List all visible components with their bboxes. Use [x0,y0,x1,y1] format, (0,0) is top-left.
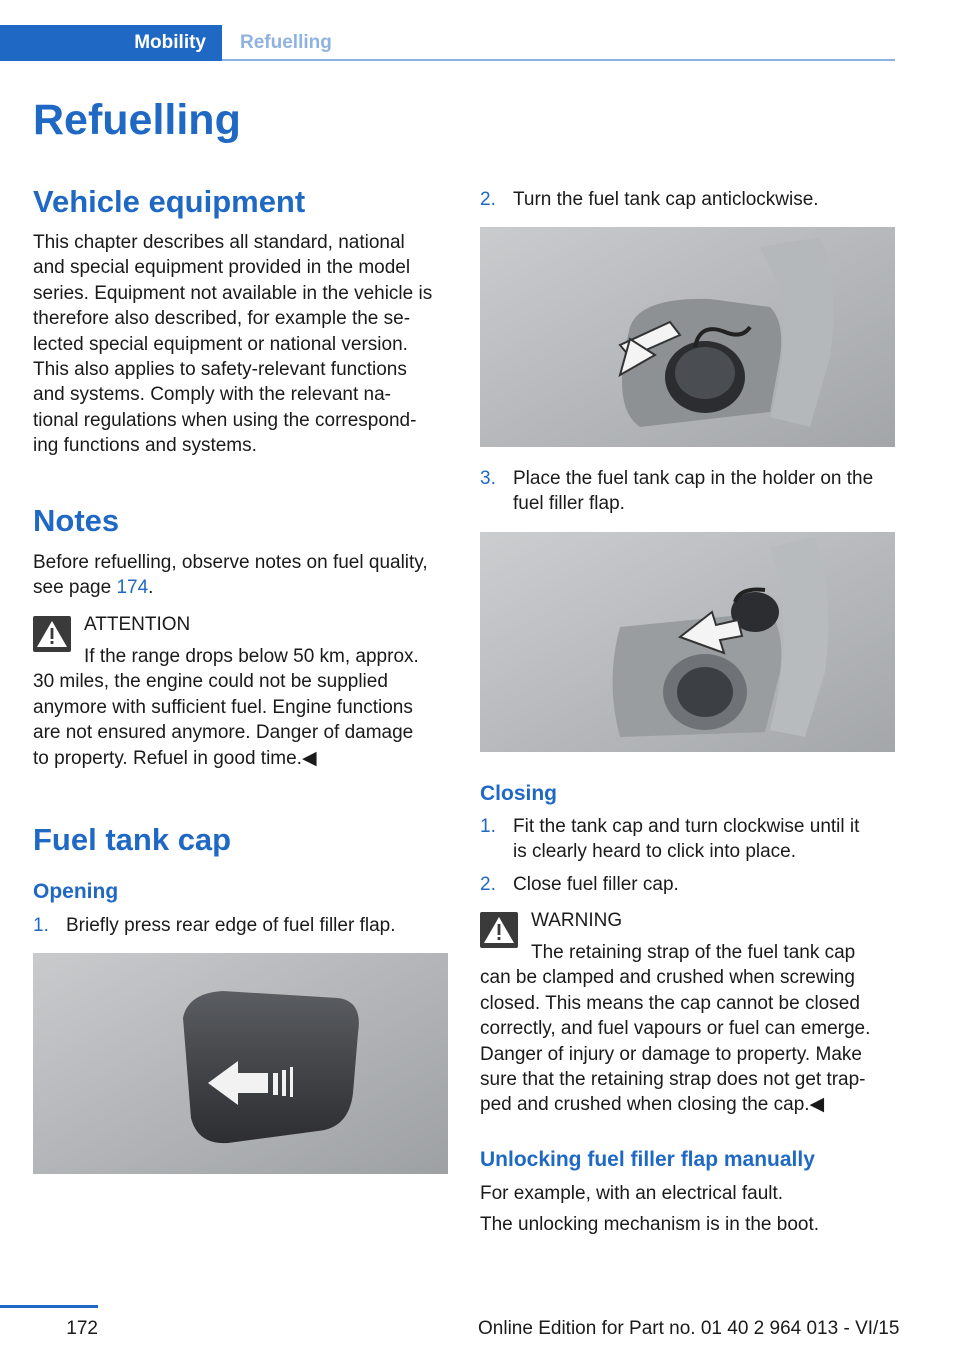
attention-label: ATTENTION [84,614,191,635]
heading-notes: Notes [33,503,120,538]
page-link-174[interactable]: 174 [116,577,149,599]
heading-vehicle-equipment: Vehicle equipment [33,184,306,219]
header-tab-refuelling[interactable]: Refuelling [240,32,332,53]
warning-text: The retaining strap of the fuel tank cap can be clamped and crushed when screwing closed. This means the cap cannot be closed correctly, and fuel vapours or fuel can emerge. Danger of injury or damage to property. Make sure that the retaining strap does not get trap‐ ped and crushed when closing the cap.◀ [480,942,871,1116]
header-tab-mobility[interactable]: Mobility [0,25,222,61]
photo-press-fuel-filler-flap [33,953,448,1174]
unlocking-text: For example, with an electrical fault. The unlocking mechanism is in the boot. [480,1183,820,1236]
vehicle-equipment-text: This chapter describes all standard, national and special equipment provided in the model series. Equipment not available in the vehicle is therefore also described, for example the se‐ lected special equipment or national version. This also applies to safety-relevant functions and systems. Comply with the relevant na‐ tional regulations when using the correspond‐ ing functions and systems. [33,232,433,457]
notes-text: Before refuelling, observe notes on fuel quality, see page 174. [33,552,428,599]
heading-fuel-tank-cap: Fuel tank cap [33,822,232,857]
footer-edition: Online Edition for Part no. 01 40 2 964 013 - VI/15 [478,1318,900,1339]
photo-cap-in-holder [480,532,895,752]
header-divider [222,59,895,61]
page-number: 172 [66,1318,98,1339]
heading-unlocking-manually: Unlocking fuel filler flap manually [480,1148,815,1171]
heading-opening: Opening [33,880,119,903]
heading-closing: Closing [480,782,557,805]
closing-step-2: 2. Close fuel filler cap. [480,874,679,895]
opening-step-2: 2. Turn the fuel tank cap anticlockwise. [480,189,819,210]
warning-label: WARNING [531,910,623,931]
attention-text: If the range drops below 50 km, approx. 30 miles, the engine could not be supplied anymore with sufficient fuel. Engine functions are not ensured anymore. Danger of damage to property. Refuel in good time.◀ [33,646,419,769]
closing-step-1: 1. Fit the tank cap and turn clockwise until it is clearly heard to click into place. [480,816,860,863]
footer-accent-line [0,1305,98,1308]
photo-turn-fuel-cap [480,227,895,447]
opening-step-3: 3. Place the fuel tank cap in the holder on the fuel filler flap. [480,468,874,515]
page-title: Refuelling [33,96,241,144]
opening-step-1: 1. Briefly press rear edge of fuel filler flap. [33,915,396,936]
